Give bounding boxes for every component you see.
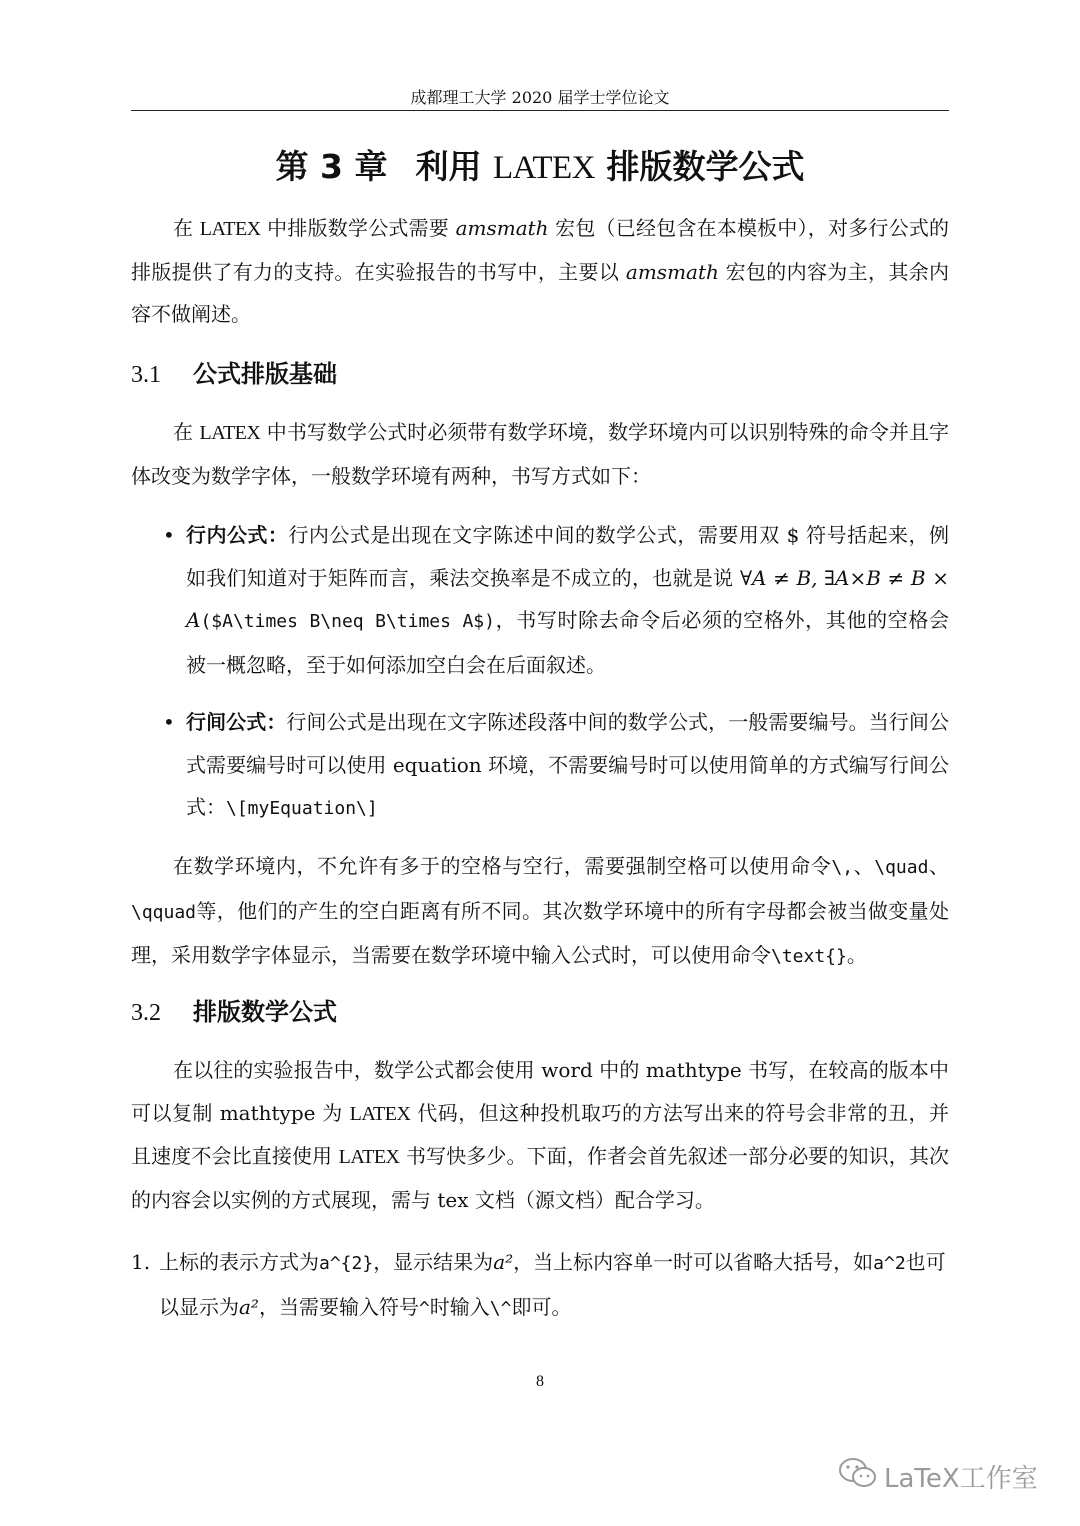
chapter-title-post: 排版数学公式 <box>606 147 805 186</box>
wechat-icon <box>838 1456 878 1497</box>
text: ，当需要输入符号 <box>258 1294 419 1319</box>
section-title: 公式排版基础 <box>193 360 337 388</box>
code-snippet: ($A\times B\neq B\times A$) <box>200 611 495 632</box>
text: ，显示结果为 <box>373 1250 494 1274</box>
section1-paragraph-2 <box>131 845 949 979</box>
text: 上标的表示方式为 <box>159 1250 319 1274</box>
text: 、 <box>928 854 950 878</box>
text: 时输入 <box>429 1294 490 1319</box>
watermark <box>838 1456 1038 1500</box>
latex-logo: LATEX <box>338 1146 400 1168</box>
section-number: 3.1 <box>131 362 161 388</box>
amsmath-term: amsmath <box>625 259 719 284</box>
text: ，当上标内容单一时可以省略大括号，如 <box>513 1250 874 1274</box>
text: 行内公式是出现在文字陈述中间的数学公式，需要用双 $ 符号括起来，例如我们知道对于矩阵而言，乘法交换率是不成立的，也就是说 <box>186 523 949 590</box>
latex-logo: LATEX <box>199 218 261 240</box>
bullet-heading: 行内公式： <box>186 523 289 547</box>
code-snippet: \quad <box>874 857 929 878</box>
code-snippet: \, <box>831 857 854 878</box>
text: 宏包（已经包含在本模板中），对多行公式的排版提供了有力的支持。在实验报告的书写中，主要以 <box>131 216 950 284</box>
code-snippet: a^{2} <box>319 1253 374 1274</box>
code-snippet: \qquad <box>131 901 197 923</box>
bullet-heading: 行间公式： <box>186 710 287 734</box>
list-item-display-formula <box>163 701 949 831</box>
code-snippet: \text{} <box>771 946 847 967</box>
text: 、 <box>853 854 875 878</box>
section-heading-3-1 <box>131 356 337 393</box>
running-header <box>131 86 949 111</box>
bullet-icon: • <box>163 523 175 547</box>
code-snippet: \[myEquation\] <box>226 798 378 819</box>
math-expression: ∀A ≠ B, ∃A×B ≠ B × A <box>186 565 950 632</box>
text: ，书写时除去命令后必须的空格外，其他的空格会被一概忽略，至于如何添加空白会在后面叙述。 <box>186 608 949 677</box>
latex-logo: LATEX <box>349 1102 411 1125</box>
text: 中书写数学公式时必须带有数学环境，数学环境内可以识别特殊的命令并且字体改变为数学字体，一般数学环境有两种，书写方式如下： <box>131 420 950 488</box>
text: 即可。 <box>511 1294 572 1319</box>
text: 书写快多少。下面，作者会首先叙述一部分必要的知识，其次的内容会以实例的方式展现，需与 tex 文档（源文档）配合学习。 <box>131 1144 950 1212</box>
text: 宏包的内容为主，其余内容不做阐述。 <box>131 259 950 326</box>
math-expression: a² <box>239 1294 259 1319</box>
latex-logo: LATEX <box>492 150 595 186</box>
code-snippet: a^2 <box>873 1253 906 1274</box>
section-title: 排版数学公式 <box>193 998 337 1026</box>
text: 。 <box>846 943 867 967</box>
chapter-title <box>0 142 1080 193</box>
section-number: 3.2 <box>131 1000 161 1026</box>
list-item-inline-formula <box>163 514 949 686</box>
math-expression: a² <box>493 1250 514 1274</box>
code-snippet: \^ <box>489 1297 512 1319</box>
text: 行间公式是出现在文字陈述段落中间的数学公式，一般需要编号。当行间公式需要编号时可以使用 equation 环境，不需要编号时可以使用简单的方式编写行间公式： <box>186 710 950 819</box>
chapter-title-pre: 利用 <box>415 147 482 186</box>
amsmath-term: amsmath <box>455 216 549 240</box>
header-text: 成都理工大学 2020 届学士学位论文 <box>410 88 670 107</box>
text: 代码，但这种投机取巧的方法写出来的符号会非常的丑，并且速度不会比直接使用 <box>131 1100 949 1168</box>
section-heading-3-2 <box>131 994 337 1031</box>
section1-paragraph <box>131 411 949 497</box>
text: 等，他们的产生的空白距离有所不同。其次数学环境中的所有字母都会被当做变量处理，采用数学字体显示，当需要在数学环境中输入公式时，可以使用命令 <box>131 898 949 967</box>
bullet-icon: • <box>163 710 175 734</box>
latex-logo: LATEX <box>199 422 261 444</box>
chapter-label: 第 3 章 <box>275 147 388 186</box>
item-number: 1. <box>131 1250 151 1274</box>
text: 中排版数学公式需要 <box>267 216 450 240</box>
text: 也可以显示为 <box>159 1250 946 1319</box>
intro-paragraph <box>131 207 949 336</box>
numbered-item-1 <box>131 1241 949 1330</box>
page-number: 8 <box>536 1373 544 1390</box>
text: 在 <box>173 420 194 444</box>
code-snippet: ^ <box>418 1297 430 1319</box>
text: 在以往的实验报告中，数学公式都会使用 word 中的 mathtype 书写，在较高的版本中可以复制 mathtype 为 <box>131 1058 949 1125</box>
section2-paragraph <box>131 1049 949 1221</box>
watermark-text: LaTeX工作室 <box>884 1464 1038 1494</box>
text: 在 <box>173 216 194 240</box>
text: 在数学环境内，不允许有多于的空格与空行，需要强制空格可以使用命令 <box>173 854 832 878</box>
